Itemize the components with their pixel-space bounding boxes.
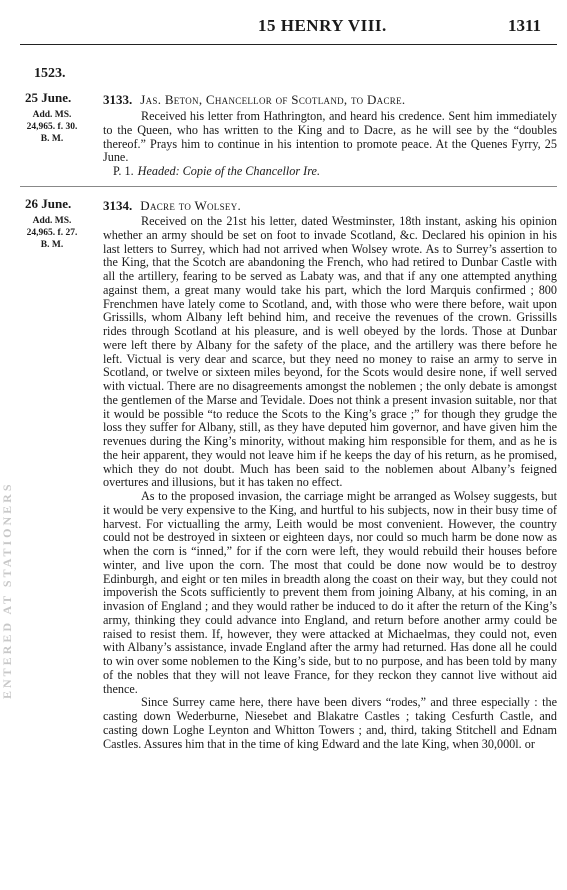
page-number: 1311 — [508, 16, 542, 35]
entry-title: Dacre to Wolsey. — [140, 198, 242, 213]
source-reference — [25, 109, 79, 145]
entry-3133-note — [113, 164, 320, 179]
paragraph: As to the proposed invasion, the carriage might be arranged as Wolsey suggests, but it would be very expensive to the King, and hurtful to his subjects, now in their busy time of harvest. For victualling the army, Leith would be most convenient. However, the country could not be destroyed in sixteen or eighteen days, nor could so much harm be done now as when the corn is “inned,” for if the corn were left, they would rebuild their houses before winter, and live upon the corn. The most that could be done now would be to destroy Edinburgh, and eight or ten miles in breadth along the coast on their way, but they could not impoverish the Scots sufficiently to prevent them from joining Albany, at his coming, in an invasion of England ; and they would rather be induced to do it after the return of the King’s army, thinking they could advance into England, and return before another army could be raised to resist them. If, however, they were attacked at Michaelmas, they could not, even with Albany’s assistance, invade England after the army had returned. Has done all he could to win over some noblemen to the King’s side, but to no purpose, and has been told by many of the nobles that they will not leave France, for they reckon they cannot live without aid thence. — [103, 489, 557, 696]
running-title: 15 HENRY VIII. — [258, 16, 387, 35]
note-label: P. 1. — [113, 164, 134, 178]
page-header — [0, 14, 567, 44]
source-line: Add. MS. — [32, 216, 72, 226]
entry-3133-margin — [25, 90, 87, 145]
paragraph: Since Surrey came here, there have been divers “rodes,” and three especially : the casting down Wederburne, Niesebet and Blakatre Castles ; taking Cesfurth Castle, and casting down Loghe Leynton and Whitton Towers ; and, third, taking Stitchell and Ednam Castles. Assures him that in the time of king Edward and the late King, when 30,000l. or — [103, 695, 557, 751]
source-line: 24,965. f. 30. — [26, 122, 78, 132]
entry-date: 26 June. — [25, 196, 72, 211]
entry-divider — [20, 186, 557, 187]
entry-3133-body — [103, 110, 557, 165]
margin-year: 1523. — [34, 66, 66, 81]
library-watermark: ENTERED AT STATIONERS — [0, 481, 14, 699]
paragraph: Received on the 21st his letter, dated Westminster, 18th instant, asking his opinion whether an army should be set on foot to invade Scotland, &c. Declared his opinion in his last letters to Surrey, which had not arrived when Wolsey wrote. As to Surrey’s assertion to the King, that the Scotch are abandoning the French, who had retired to Dunbar Castle with all the artillery, fearing to be served as Labaty was, and that if any one attempted anything against them, a great many would take his part, which the lord Marquis confirmed ; 800 Frenchmen have lately come to Scotland, and, with those who were there before, wait upon Grissills, whom Albany left behind him, and receive the revenues of the crown. Grissills rides through Scotland at his pleasure, and is well obeyed by the lords. Those at Dunbar were left there by Albany for the safety of the place, and the artillery was there before he left. Victual is very dear and scarce, but they need no money to raise an army to serve in Scotland, or twelve or sixteen miles beyond, for the Scots would desire none, if well served with victual. There are no disagreements amongst the noblemen ; the only debate is amongst the gentlemen of the Marse and Tevidale. Does not think a present invasion suitable, nor that it would be possible “to reduce the Scots to the King’s grace ;” for though they grudge the loss they suffer for Albany, still, as they have deputed him governor, and have given him the revenues during the King’s minority, without making him responsible for them, and as he is the heir apparent, they would not leave him if he keeps the day of his return, as he promised, which they do not doubt. Much has been said to the noblemen about Albany’s feigned overtures and illusions, but it has taken no effect. — [103, 214, 557, 490]
source-line: B. M. — [40, 134, 64, 144]
entry-date: 25 June. — [25, 90, 72, 105]
paragraph: Received his letter from Hathrington, and heard his credence. Sent him immediately to the Queen, who has written to the King and to Dacre, as he will see by the “doubles thereof.” Prays him to continue in his intention to promote peace. At the Quenes Fyrry, 25 June. — [103, 109, 557, 165]
note-text: Headed: Copie of the Chancellor Ire. — [137, 164, 320, 178]
entry-number: 3133. — [103, 92, 133, 107]
entry-3134-heading — [103, 198, 241, 214]
source-line: B. M. — [40, 240, 64, 250]
entry-3134-margin — [25, 196, 87, 251]
entry-number: 3134. — [103, 198, 133, 213]
header-rule — [20, 44, 557, 45]
entry-title: Jas. Beton, Chancellor of Scotland, to Dacre. — [140, 92, 406, 107]
entry-3134-body — [103, 215, 557, 751]
source-line: Add. MS. — [32, 110, 72, 120]
source-reference — [25, 215, 79, 251]
source-line: 24,965. f. 27. — [26, 228, 78, 238]
entry-3133-heading — [103, 92, 405, 108]
